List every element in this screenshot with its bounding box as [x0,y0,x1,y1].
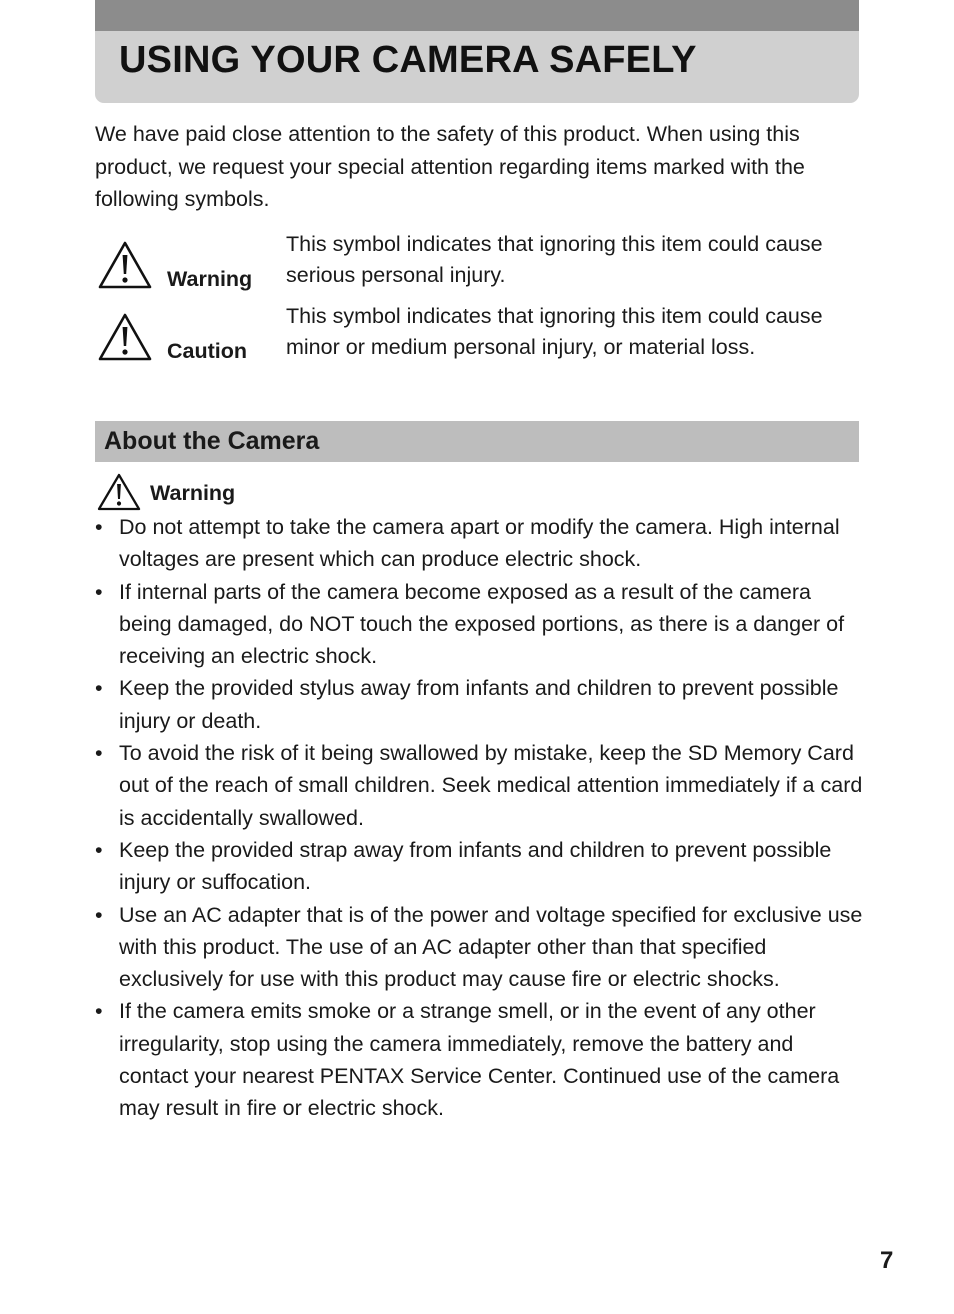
list-item: • Use an AC adapter that is of the power and voltage specified for exclusive use with this product. The use of an AC adapter other than that specified exclusively for use with this product may cause fire or electric shocks. [95,899,865,996]
symbol-description-warning: This symbol indicates that ignoring this item could cause serious personal injury. [286,232,823,287]
title-strip [95,0,859,31]
warning-triangle-icon [97,312,153,362]
intro-paragraph: We have paid close attention to the safety of this product. When using this product, we request your special attention regarding items marked with the following symbols. [95,122,805,211]
symbol-label-caution: Caution [167,339,248,363]
warning-list [95,511,865,1125]
symbol-label-warning: Warning [167,267,253,291]
symbol-description-caution: This symbol indicates that ignoring this item could cause minor or medium personal injury, or material loss. [286,304,823,359]
page-number: 7 [880,1247,894,1274]
list-item: • If the camera emits smoke or a strange smell, or in the event of any other irregularity, stop using the camera immediately, remove the battery and contact your nearest PENTAX Service Center. Continued use of the camera may result in fire or electric shock. [95,995,865,1124]
title-box [95,0,859,103]
warning-triangle-icon [96,472,142,512]
section-title: About the Camera [104,427,320,455]
section-header [95,421,859,462]
page-title: USING YOUR CAMERA SAFELY [119,39,697,81]
warning-triangle-icon [97,240,153,290]
section-warning-label: Warning [150,481,236,505]
list-item: • If internal parts of the camera become exposed as a result of the camera being damaged, do NOT touch the exposed portions, as there is a danger of receiving an electric shock. [95,576,865,673]
list-item: • Keep the provided stylus away from infants and children to prevent possible injury or death. [95,672,865,737]
list-item: • Keep the provided strap away from infants and children to prevent possible injury or suffocation. [95,834,865,899]
list-item: • To avoid the risk of it being swallowed by mistake, keep the SD Memory Card out of the reach of small children. Seek medical attention immediately if a card is accidentally swallowed. [95,737,865,834]
list-item: • Do not attempt to take the camera apart or modify the camera. High internal voltages are present which can produce electric shock. [95,511,865,576]
